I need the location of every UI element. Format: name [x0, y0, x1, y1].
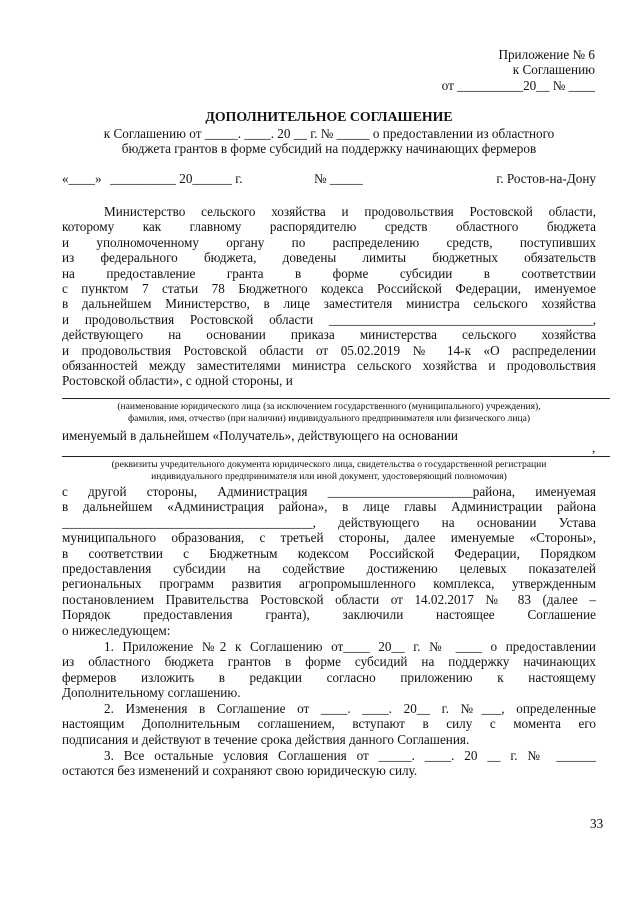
document-subtitle: [62, 126, 596, 157]
text-line: настоящим Дополнительным соглашением, вступают в силу с момента его: [62, 716, 596, 732]
blank-line-recipient-document: [62, 456, 610, 457]
text-line: из областного бюджета грантов в форме субсидий на поддержку начинающих: [62, 654, 596, 670]
text-line: обязанностей между заместителями министра сельского хозяйства и продовольствия: [62, 358, 596, 374]
item-1: [62, 639, 596, 701]
date-day: «____»: [62, 171, 102, 186]
text-line: подписания и действуют в течение срока действия данного Соглашения.: [62, 731, 470, 747]
blank-line-recipient-name: [62, 398, 610, 399]
text-line: в дальнейшем «Администрация района», в лице главы Администрации района: [62, 499, 596, 515]
preamble-paragraph: [62, 204, 596, 389]
appendix-number: Приложение № 6: [498, 47, 595, 62]
text-line: остаются без изменений и сохраняют свою юридическую силу.: [62, 763, 418, 779]
caption-recipient-document: [62, 459, 596, 482]
appendix-agreement-ref: к Соглашению: [512, 62, 595, 78]
caption-line: индивидуального предпринимателя или иной документ, удостоверяющий полномочия): [151, 470, 507, 482]
appendix-header: [420, 47, 595, 93]
text-line: в дальнейшем Министерство, в лице заместителя министра сельского хозяйства: [62, 296, 596, 312]
text-line: и уполномоченному органу по распределению средств, поступивших: [62, 234, 596, 250]
agreement-number: № _____: [314, 171, 363, 186]
text-line: действующего на основании приказа министерства сельского хозяйства: [62, 327, 596, 343]
caption-line: (наименование юридического лица (за исключением государственного (муниципального) учреждения),: [117, 401, 541, 412]
text-line: предоставления субсидии на содействие достижению целевых показателей: [62, 561, 596, 577]
appendix-date-number: от __________20__ № ____: [441, 77, 595, 93]
text-line: Ростовской области», с одной стороны, и: [62, 373, 293, 389]
text-line: из федерального бюджета, доведены лимиты бюджетных обязательств: [62, 250, 596, 266]
item-2: [62, 701, 596, 747]
text-line: 3. Все остальные условия Соглашения от _____. ____. 20 __ г. № ______: [104, 748, 596, 763]
caption-line: фамилия, имя, отчество (при наличии) индивидуального предпринимателя или физического лица): [127, 412, 531, 424]
page-number: 33: [590, 816, 604, 831]
trailing-comma: ,: [592, 440, 596, 455]
text-line: фермеров изложить в редакции согласно приложению к настоящему: [62, 669, 596, 685]
text-line: постановлением Правительства Ростовской области от 14.02.2017 № 83 (далее –: [62, 591, 596, 607]
item-3: [62, 748, 596, 779]
recipient-line: [62, 428, 596, 443]
text-line: 2. Изменения в Соглашение от ____. ____. 20__ г. №___, определенные: [104, 701, 596, 716]
document-title: ДОПОЛНИТЕЛЬНОЕ СОГЛАШЕНИЕ: [205, 109, 453, 124]
text-line: с другой стороны, Администрация ______________________района, именуемая: [62, 484, 596, 499]
text-line: именуемый в дальнейшем «Получатель», действующего на основании: [62, 428, 458, 443]
date-line: [62, 171, 596, 187]
text-line: в соответствии с Бюджетным кодексом Российской Федерации, Порядком: [62, 545, 596, 561]
date-month-year: __________ 20______ г.: [110, 171, 243, 186]
text-line: Дополнительному соглашению.: [62, 685, 241, 701]
text-line: с пунктом 7 статьи 78 Бюджетного кодекса Российской Федерации, именуемое: [62, 281, 596, 297]
text-line: ______________________________________, действующего на основании Устава: [62, 514, 596, 530]
text-line: на предоставление гранта в форме субсидии в соответствии: [62, 265, 596, 281]
text-line: Министерство сельского хозяйства и продовольствия Ростовской области,: [104, 204, 596, 219]
text-line: Порядок предоставления гранта), заключили настоящее Соглашение: [62, 607, 596, 623]
text-line: о нижеследующем:: [62, 622, 171, 638]
text-line: и продовольствия Ростовской области ________________________________________,: [62, 311, 596, 327]
text-line: 1. Приложение №2 к Соглашению от____ 20__ г. № ____ о предоставлении: [104, 639, 596, 654]
text-line: которому как главному распорядителю средств областного бюджета: [62, 219, 596, 235]
caption-line: (реквизиты учредительного документа юридического лица, свидетельства о государственной регистрации: [111, 459, 547, 470]
parties-paragraph: [62, 484, 596, 638]
text-line: и продовольствия Ростовской области от 05.02.2019 № 14-к «О распределении: [62, 342, 596, 358]
text-line: муниципального образования, с третьей стороны, далее именуемые «Стороны»,: [62, 530, 596, 546]
text-line: региональных программ развития агропромышленного комплекса, утвержденным: [62, 576, 596, 592]
caption-recipient-name: [62, 401, 596, 424]
subtitle-line: бюджета грантов в форме субсидий на поддержку начинающих фермеров: [121, 141, 537, 157]
city: г. Ростов-на-Дону: [496, 171, 596, 186]
subtitle-line: к Соглашению от _____. ____. 20 __ г. № _____ о предоставлении из областного: [103, 126, 555, 141]
